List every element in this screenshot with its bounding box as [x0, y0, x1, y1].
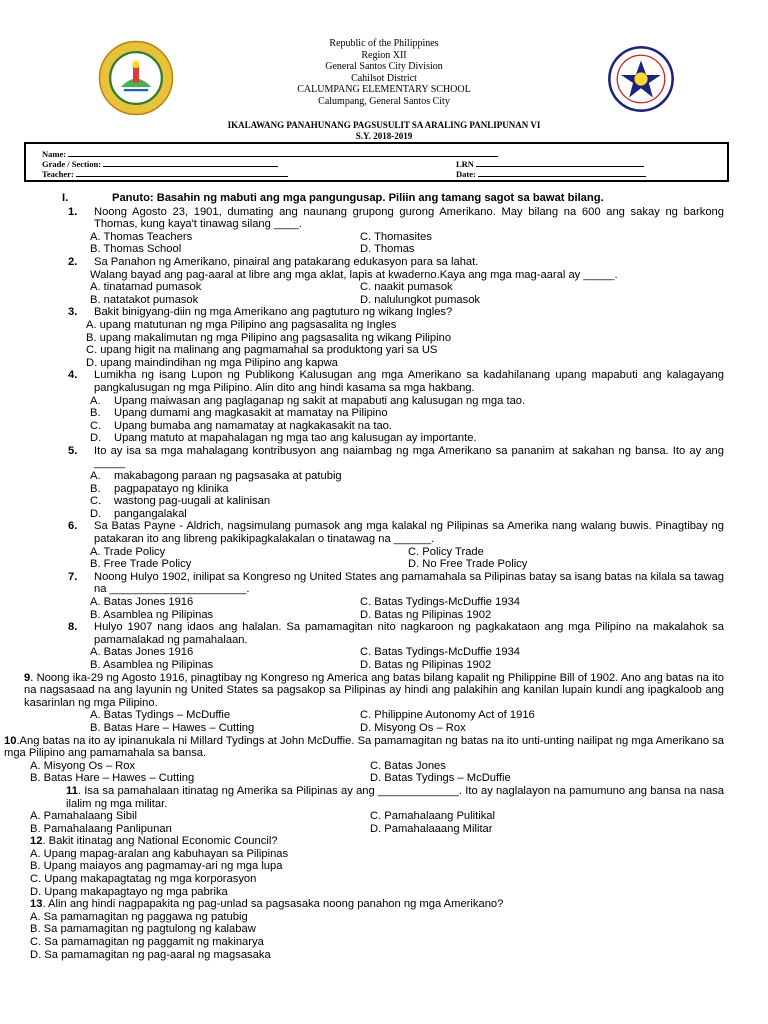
option-a[interactable]: A. Upang maiwasan ang paglaganap ng sakit at mapabuti ang kalusugan ng mga tao.: [90, 394, 526, 407]
teacher-row: [42, 168, 288, 179]
instruction: [62, 192, 724, 205]
question-text: Noong Agosto 23, 1901, dumating ang naunang grupong gurong Amerikano. May bilang na 600 ang sakay ng barkong Thomas, kung kaya't tinawag silang ____.: [94, 205, 724, 231]
option-a[interactable]: A. makabagong paraan ng pagsasaka at patubig: [90, 470, 342, 483]
option-d[interactable]: D. Upang makapagtayo ng mga pabrika: [30, 885, 228, 898]
date-row: [456, 168, 646, 179]
grade-label: Grade / Section:: [42, 159, 102, 169]
option-c[interactable]: C. wastong pag-uugali at kalinisan: [90, 495, 271, 508]
option-b[interactable]: B. Asamblea ng Pilipinas: [90, 608, 214, 621]
question-1: [44, 206, 724, 256]
question-6: [44, 520, 724, 570]
question-13: [26, 898, 724, 961]
question-text: 10.Ang batas na ito ay ipinanukala ni Millard Tydings at John McDuffie. Sa pamamagitan ng batas na ito unti-unting nailipat ng mga Amerikano sa mga Pilipino ang pamamahala sa bansa.: [4, 734, 724, 760]
question-text: 13. Alin ang hindi nagpapakita ng pag-unlad sa pagsasaka noong panahon ng mga Amerikano?: [30, 898, 504, 911]
question-9: [4, 672, 724, 735]
question-number: 7.: [68, 570, 78, 583]
option-c[interactable]: C. Batas Tydings-McDuffie 1934: [360, 596, 521, 608]
option-c[interactable]: C. Batas Jones: [370, 759, 446, 772]
option-a[interactable]: A. Thomas Teachers: [90, 230, 193, 243]
option-a[interactable]: A. tinatamad pumasok: [90, 281, 202, 294]
question-number: 6.: [68, 520, 78, 533]
option-c[interactable]: C. upang higit na malinang ang pagmamahal sa produktong yari sa US: [86, 344, 438, 357]
teacher-label: Teacher:: [42, 169, 74, 179]
question-text: Sa Batas Payne - Aldrich, nagsimulang pumasok ang mga kalakal ng Pilipinas sa Amerika nang walang buwis. Pinagtibay ng patakaran ito ang libreng pakikipagkalakalan o tinatawag na ______.: [94, 520, 724, 546]
option-d[interactable]: D. Sa pamamagitan ng pag-aaral ng magsasaka: [30, 948, 271, 961]
question-4: [44, 369, 724, 445]
option-b[interactable]: B. Free Trade Policy: [90, 558, 192, 571]
question-text: Lumikha ng isang Lupon ng Publikong Kalusugan ang mga Amerikano sa kadahilanang upang mapabuti ang kalagayang pangkalusugan ng mga Pilipino. Alin dito ang hindi kasama sa mga hakbang.: [94, 369, 724, 394]
question-number: 13: [30, 898, 43, 911]
option-d[interactable]: D. Upang matuto at mapahalagan ng mga tao ang kalusugan ay importante.: [90, 432, 477, 445]
question-number: 10: [4, 734, 17, 747]
header-line: Calumpang, General Santos City: [318, 95, 450, 107]
question-number: 12: [30, 835, 43, 848]
option-d[interactable]: D. nalulungkot pumasok: [360, 293, 481, 306]
question-text: Sa Panahon ng Amerikano, pinairal ang patakarang edukasyon para sa lahat.: [94, 255, 479, 268]
option-a[interactable]: A. Batas Tydings – McDuffie: [90, 709, 231, 722]
name-label: Name:: [42, 149, 67, 159]
option-c[interactable]: C. Sa pamamagitan ng paggamit ng makinarya: [30, 936, 264, 949]
question-text: Bakit binigyang-diin ng mga Amerikano ang pagtuturo ng wikang Ingles?: [94, 306, 453, 319]
instruction-number: I.: [62, 192, 69, 204]
option-b[interactable]: B. natatakot pumasok: [90, 293, 199, 306]
option-c[interactable]: C. Philippine Autonomy Act of 1916: [360, 709, 535, 722]
lrn-label: LRN: [456, 159, 474, 169]
question-number: 5.: [68, 444, 78, 457]
date-label: Date:: [456, 169, 476, 179]
option-b[interactable]: B. Batas Hare – Hawes – Cutting: [90, 721, 255, 734]
instruction-text: Panuto: Basahin ng mabuti ang mga pangungusap. Piliin ang tamang sagot sa bawat bilang.: [112, 192, 604, 204]
name-field[interactable]: [68, 148, 498, 157]
option-a[interactable]: A. Upang mapag-aralan ang kabuhayan sa Pilipinas: [30, 847, 289, 860]
option-a[interactable]: A. upang matutunan ng mga Pilipino ang pagsasalita ng Ingles: [86, 318, 397, 331]
question-text: 12. Bakit itinatag ang National Economic Council?: [30, 835, 278, 848]
option-c[interactable]: C. Batas Tydings-McDuffie 1934: [360, 646, 521, 659]
option-b[interactable]: B. Asamblea ng Pilipinas: [90, 658, 214, 671]
question-number: 11: [66, 784, 78, 797]
option-d[interactable]: D. Pamahalaaang Militar: [370, 822, 493, 835]
question-number: 4.: [68, 369, 78, 382]
option-b[interactable]: B. Upang dumami ang magkasakit at mamatay na Pilipino: [90, 407, 388, 420]
option-d[interactable]: D. Batas ng Pilipinas 1902: [360, 658, 492, 671]
teacher-field[interactable]: [76, 168, 288, 177]
option-a[interactable]: A. Sa pamamagitan ng paggawa ng patubig: [30, 910, 248, 923]
question-text: 11. Isa sa pamahalaan itinatag ng Amerika sa Pilipinas ay ang _____________. Ito ay naglalayon na pamumuno ang bansa na nasa ilalim ng mga militar.: [66, 784, 724, 810]
exam-title-text: IKALAWANG PANAHUNANG PAGSUSULIT SA ARALING PANLIPUNAN VI: [227, 120, 541, 130]
exam-body: [4, 192, 724, 961]
option-c[interactable]: C. Policy Trade: [408, 545, 484, 558]
exam-title: [0, 120, 768, 142]
question-2: [44, 256, 724, 306]
header-line: Region XII: [361, 49, 407, 61]
question-text: Hulyo 1907 nang idaos ang halalan. Sa pamamagitan nito nagkaroon ng pagkakataon ang mga Pilipino na makalahok sa pamamalakad ng pamahalaan.: [94, 621, 724, 646]
student-info-box: [24, 142, 729, 182]
option-d[interactable]: D. Batas Tydings – McDuffie: [370, 772, 511, 785]
lrn-field[interactable]: [476, 158, 644, 167]
option-a[interactable]: A. Trade Policy: [90, 545, 166, 558]
header-line: General Santos City Division: [325, 61, 443, 72]
option-a[interactable]: A. Batas Jones 1916: [90, 646, 194, 659]
question-number: 2.: [68, 255, 78, 268]
option-b[interactable]: B. upang makalimutan ng mga Pilipino ang pagsasalita ng wikang Pilipino: [86, 331, 452, 344]
question-text: Ito ay isa sa mga mahalagang kontribusyon ang naiambag ng mga Amerikano sa pananim at sakahan ng bansa. Ito ay ang _____: [94, 444, 724, 470]
option-b[interactable]: B. pagpapatayo ng klinika: [90, 482, 229, 495]
date-field[interactable]: [478, 168, 646, 177]
option-d[interactable]: D. Misyong Os – Rox: [360, 721, 466, 734]
exam-school-year: S.Y. 2018-2019: [355, 131, 413, 141]
option-c[interactable]: C. Upang makapagtatag ng mga korporasyon: [30, 873, 257, 886]
question-11: [26, 785, 724, 835]
question-number: 8.: [68, 621, 78, 634]
option-a[interactable]: A. Pamahalaang Sibil: [30, 810, 137, 823]
question-3: [44, 306, 724, 369]
option-b[interactable]: B. Upang maiayos ang pagmamay-ari ng mga lupa: [30, 860, 283, 873]
option-d[interactable]: D. No Free Trade Policy: [408, 558, 528, 571]
header-line: CALUMPANG ELEMENTARY SCHOOL: [297, 84, 471, 95]
question-number: 9: [24, 671, 31, 684]
option-d[interactable]: D. Batas ng Pilipinas 1902: [360, 608, 492, 621]
option-c[interactable]: C. naakit pumasok: [360, 281, 453, 294]
option-d[interactable]: D. Thomas: [360, 243, 415, 256]
question-text: 9. Noong ika-29 ng Agosto 1916, pinagtibay ng Kongreso ng America ang batas bilang kapalit ng Philippine Bill of 1902. Ano ang batas na ito na nagsasaad na ang layunin ng United States sa pagsakop sa Pilipinas ay hindi ang palakihin ang kanilan lupain kundi ang ipagkaloob ang kasarinlan ng mga Pilipino.: [24, 671, 724, 709]
question-5: [44, 445, 724, 521]
option-b[interactable]: B. Batas Hare – Hawes – Cutting: [30, 772, 195, 785]
option-c[interactable]: C. Thomasites: [360, 230, 432, 243]
option-a[interactable]: A. Misyong Os – Rox: [30, 759, 136, 772]
header-line: Cahilsot District: [351, 72, 417, 84]
question-8: [44, 621, 724, 671]
question-number: 3.: [68, 306, 78, 319]
option-b[interactable]: B. Sa pamamagitan ng pagtulong ng kalabaw: [30, 923, 256, 936]
option-a[interactable]: A. Batas Jones 1916: [90, 596, 194, 608]
question-number: 1.: [68, 205, 78, 218]
option-d[interactable]: D. upang maindindihan ng mga Pilipino ang kapwa: [86, 356, 338, 369]
option-d[interactable]: D. pangangalakal: [90, 507, 187, 520]
question-text-cont: Walang bayad ang pag-aaral at libre ang mga aklat, lapis at kwaderno.Kaya ang mga mag-aaral ay _____.: [90, 268, 618, 281]
question-7: [44, 571, 724, 621]
header-line: Republic of the Philippines: [329, 38, 439, 49]
option-c[interactable]: C. Upang bumaba ang namamatay at nagkakasakit na tao.: [90, 419, 393, 432]
option-c[interactable]: C. Pamahalaang Pulitikal: [370, 810, 495, 823]
question-12: [26, 835, 724, 898]
question-10: [4, 735, 724, 785]
grade-field[interactable]: [103, 158, 278, 167]
document-header: [0, 38, 768, 107]
question-text: Noong Hulyo 1902, inilipat sa Kongreso ng United States ang pamamahala sa Pilipinas batay sa isang batas na kilala sa tawag na ______________________.: [94, 570, 724, 596]
option-b[interactable]: B. Thomas School: [90, 243, 182, 256]
option-b[interactable]: B. Pamahalaang Panlipunan: [30, 822, 172, 835]
